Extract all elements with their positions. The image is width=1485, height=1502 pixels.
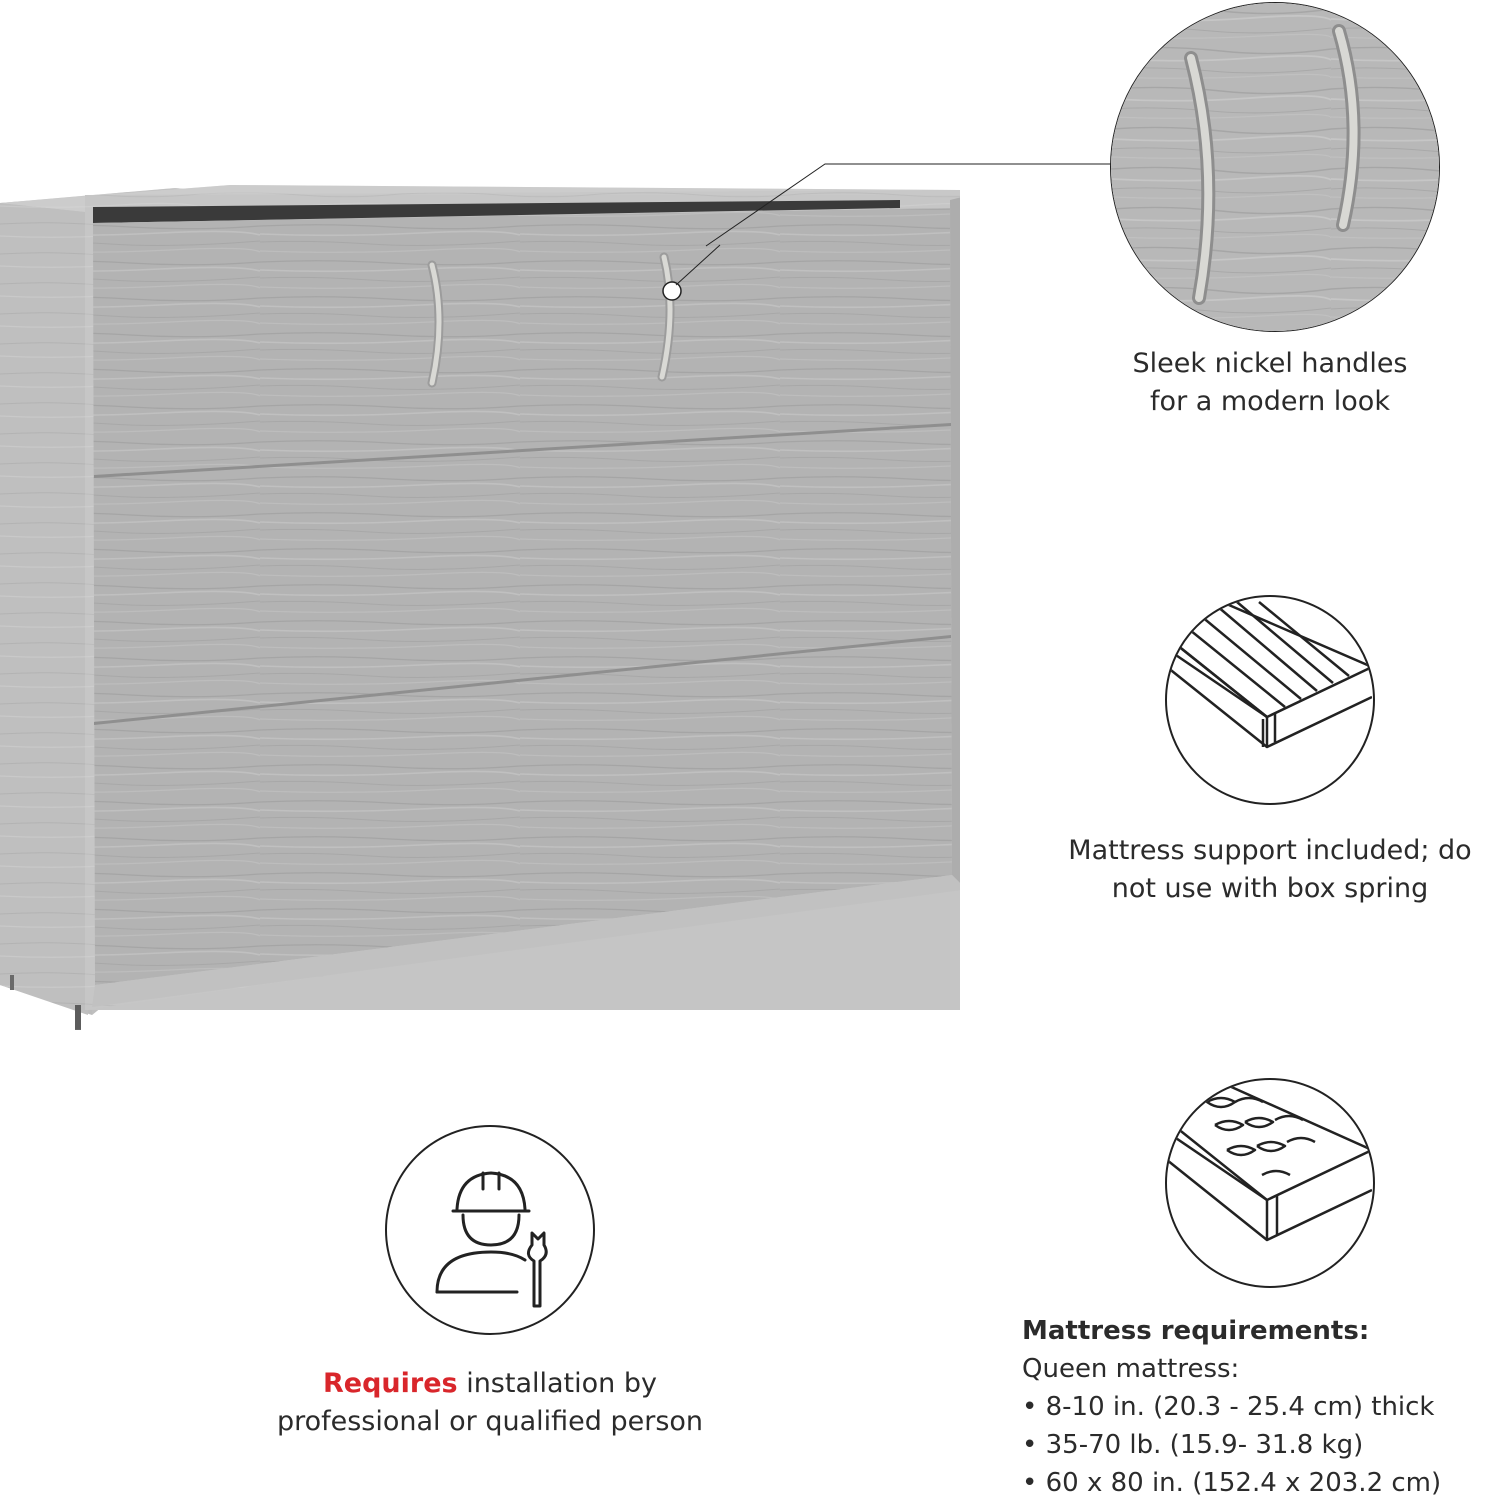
mattress-requirements bbox=[1022, 1312, 1482, 1502]
requirements-title: Mattress requirements: bbox=[1022, 1316, 1370, 1346]
requirements-subtitle: Queen mattress: bbox=[1022, 1354, 1240, 1384]
hardhat-worker-wrench-icon bbox=[387, 1127, 592, 1332]
requirement-item: • 35-70 lb. (15.9- 31.8 kg) bbox=[1022, 1430, 1364, 1460]
support-caption bbox=[1040, 832, 1485, 908]
slatted-mattress-support-icon bbox=[1167, 597, 1372, 802]
slatted-support-circle bbox=[1165, 595, 1375, 805]
requirement-text: 8-10 in. (20.3 - 25.4 cm) thick bbox=[1045, 1392, 1435, 1422]
support-caption-line2: not use with box spring bbox=[1111, 873, 1429, 904]
installation-caption-line1 bbox=[240, 1365, 740, 1403]
handles-zoom-circle bbox=[1110, 2, 1440, 332]
requirement-text: 35-70 lb. (15.9- 31.8 kg) bbox=[1045, 1430, 1364, 1460]
nickel-handle bbox=[1111, 3, 1440, 332]
cabinet-face bbox=[0, 185, 960, 1030]
callout-leader-line bbox=[700, 150, 1120, 260]
requirement-item: • 60 x 80 in. (152.4 x 203.2 cm) bbox=[1022, 1468, 1442, 1498]
requirement-item: • 8-10 in. (20.3 - 25.4 cm) thick bbox=[1022, 1392, 1435, 1422]
tufted-mattress-icon bbox=[1167, 1080, 1372, 1285]
installation-caption-rest: installation by bbox=[457, 1368, 657, 1399]
support-caption-line1: Mattress support included; do bbox=[1068, 835, 1472, 866]
mattress-circle bbox=[1165, 1078, 1375, 1288]
installation-caption-line2: professional or qualified person bbox=[276, 1406, 704, 1437]
installation-caption bbox=[240, 1365, 740, 1441]
handles-caption-line1: Sleek nickel handles bbox=[1132, 348, 1408, 379]
requires-emphasis: Requires bbox=[323, 1368, 458, 1399]
handles-caption-line2: for a modern look bbox=[1150, 386, 1390, 417]
installation-circle bbox=[385, 1125, 595, 1335]
requirement-text: 60 x 80 in. (152.4 x 203.2 cm) bbox=[1045, 1468, 1442, 1498]
handles-caption bbox=[1080, 345, 1460, 421]
